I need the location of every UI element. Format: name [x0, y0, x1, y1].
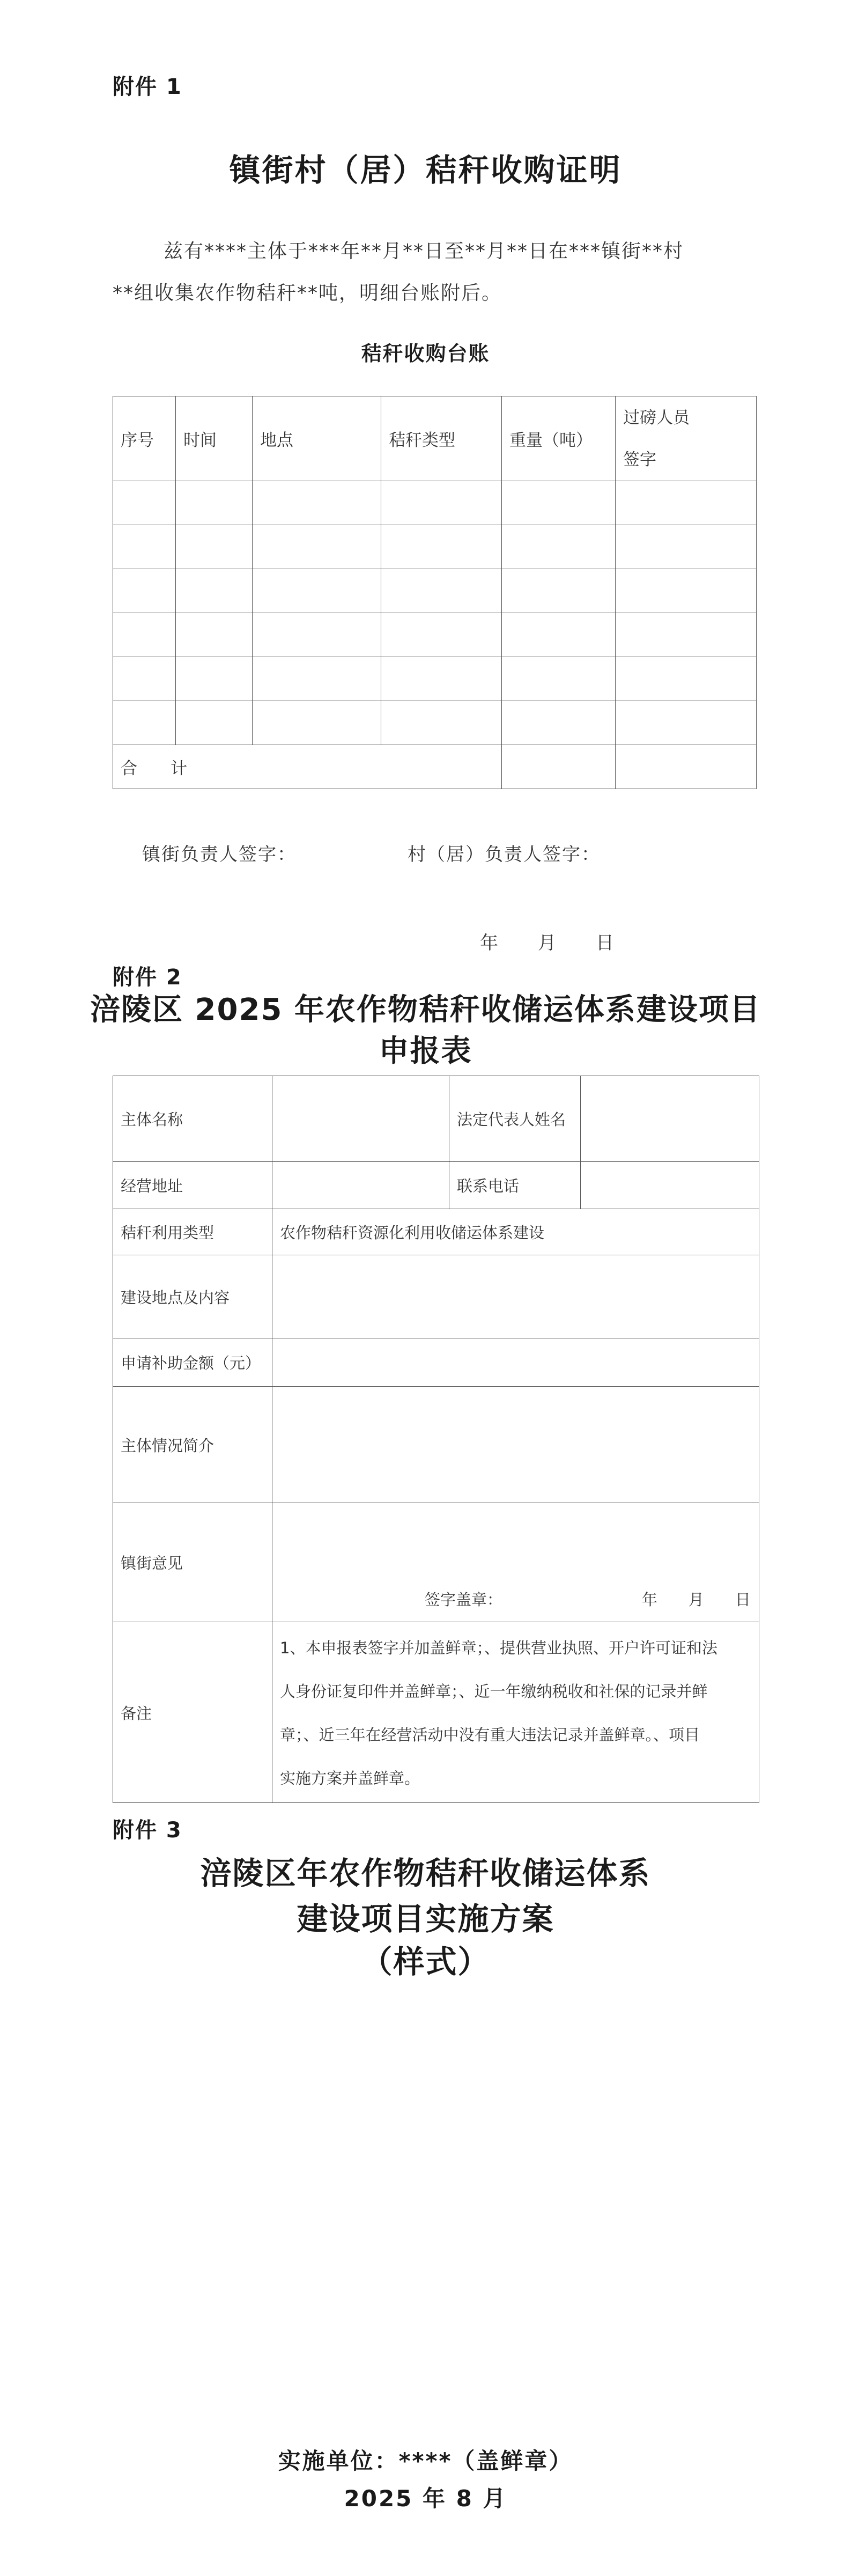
town-signature-label: 镇街负责人签字： [142, 844, 297, 865]
table-row [113, 569, 757, 613]
annex3-title-line1: 涪陵区年农作物秸秆收储运体系 [200, 1855, 651, 1891]
legal-rep-label: 法定代表人姓名 [449, 1076, 581, 1162]
annex1-date: 年 月 日 [480, 932, 615, 954]
intro-label: 主体情况简介 [113, 1387, 272, 1503]
ledger-header-weigher [616, 396, 757, 481]
annex2-title-line2: 申报表 [379, 1034, 472, 1069]
intro-value [272, 1387, 759, 1503]
remark-value [272, 1622, 759, 1803]
subsidy-label: 申请补助金额（元） [113, 1338, 272, 1387]
location-value [272, 1255, 759, 1338]
address-label: 经营地址 [113, 1162, 272, 1209]
legal-rep-value [581, 1076, 759, 1162]
remark-line: 1、本申报表签字并加盖鲜章；、提供营业执照、开户许可证和法 [280, 1639, 717, 1657]
ledger-header-weigher-line2: 签字 [623, 450, 656, 469]
table-row [113, 613, 757, 657]
annex1-paragraph-line2: **组收集农作物秸秆**吨，明细台账附后。 [113, 282, 502, 304]
implementing-unit: 实施单位：****（盖鲜章） [278, 2448, 573, 2474]
ledger-total-label: 合 计 [113, 745, 502, 789]
table-row [113, 701, 757, 745]
remark-line: 章；、近三年在经营活动中没有重大违法记录并盖鲜章。、项目 [280, 1726, 700, 1744]
annex3-title-line2: 建设项目实施方案 [297, 1901, 554, 1937]
table-row [113, 481, 757, 525]
usage-type-value: 农作物秸秆资源化利用收储运体系建设 [272, 1209, 759, 1255]
annex3-date: 2025 年 8 月 [344, 2485, 507, 2512]
subsidy-value [272, 1338, 759, 1387]
location-label: 建设地点及内容 [113, 1255, 272, 1338]
usage-type-label: 秸秆利用类型 [113, 1209, 272, 1255]
opinion-seal-label: 签字盖章： [425, 1591, 503, 1609]
ledger-total-row [113, 745, 757, 789]
annex2-title-line1: 涪陵区 2025 年农作物秸秆收储运体系建设项目 [90, 992, 761, 1027]
annex2-label: 附件 2 [113, 965, 182, 990]
ledger-table [113, 396, 757, 789]
table-row [113, 525, 757, 569]
opinion-value [272, 1503, 759, 1622]
annex1-paragraph-line1: 兹有****主体于***年**月**日至**月**日在***镇街**村 [164, 240, 684, 262]
remark-line: 实施方案并盖鲜章。 [280, 1769, 420, 1787]
ledger-header-place: 地点 [253, 396, 381, 481]
annex1-title: 镇街村（居）秸秆收购证明 [229, 152, 622, 188]
phone-value [581, 1162, 759, 1209]
annex3-label: 附件 3 [113, 1818, 182, 1843]
opinion-label: 镇街意见 [113, 1503, 272, 1622]
remark-label: 备注 [113, 1622, 272, 1803]
annex1-label: 附件 1 [113, 75, 182, 99]
entity-name-label: 主体名称 [113, 1076, 272, 1162]
table-row [113, 657, 757, 701]
ledger-header-type: 秸秆类型 [381, 396, 502, 481]
ledger-header-weigher-line1: 过磅人员 [623, 408, 690, 428]
remark-line: 人身份证复印件并盖鲜章；、近一年缴纳税收和社保的记录并鲜 [280, 1682, 708, 1701]
phone-label: 联系电话 [449, 1162, 581, 1209]
ledger-header-index: 序号 [113, 396, 176, 481]
annex3-title-line3: （样式） [361, 1944, 490, 1980]
ledger-header-weight: 重量（吨） [502, 396, 616, 481]
application-form-table [113, 1076, 759, 1803]
village-signature-label: 村（居）负责人签字： [408, 844, 601, 865]
ledger-header-row [113, 396, 757, 481]
entity-name-value [272, 1076, 449, 1162]
opinion-date: 年 月 日 [641, 1591, 751, 1609]
ledger-header-time: 时间 [176, 396, 253, 481]
ledger-title: 秸秆收购台账 [361, 342, 490, 365]
address-value [272, 1162, 449, 1209]
